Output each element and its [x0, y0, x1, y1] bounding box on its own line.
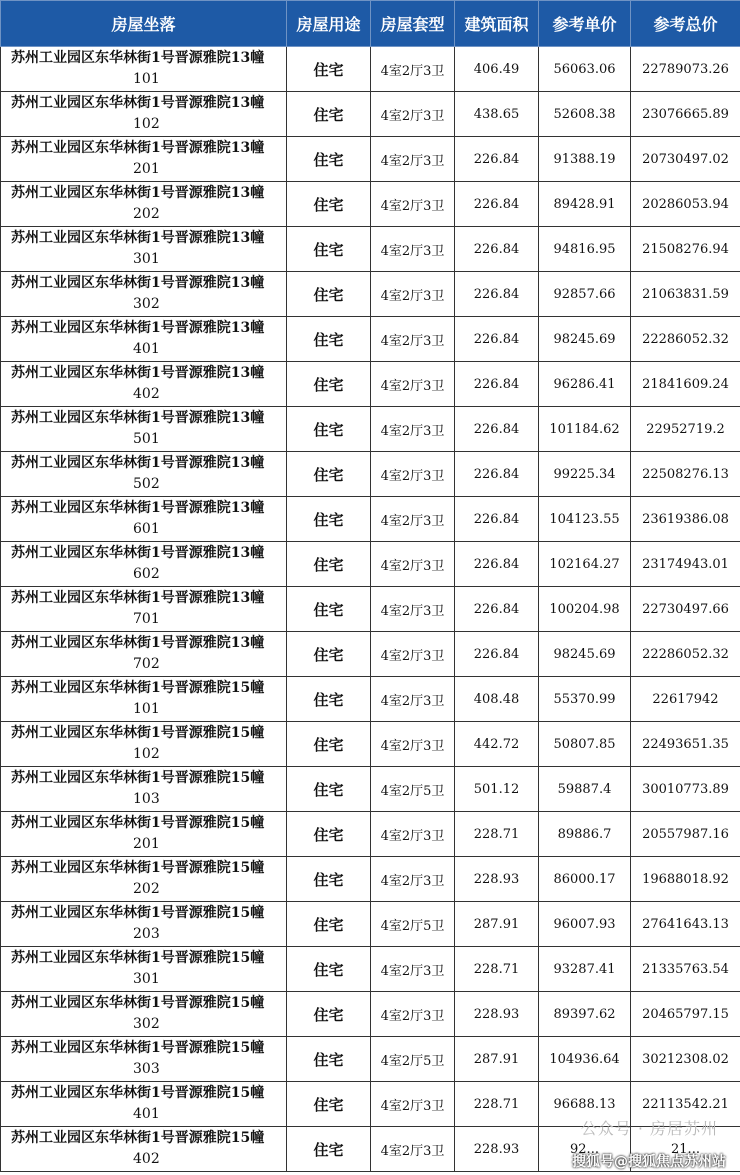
- room-number: 102: [133, 746, 160, 762]
- table-row: [1, 1037, 740, 1082]
- area-cell: 226.84: [455, 632, 539, 677]
- area-cell: 442.72: [455, 722, 539, 767]
- table-row: [1, 362, 740, 407]
- address-text: 苏州工业园区东华林街1号晋源雅院15幢: [11, 680, 265, 696]
- usage-cell: 住宅: [287, 632, 371, 677]
- layout-cell: 4室2厅3卫: [371, 1127, 455, 1172]
- table-row: [1, 812, 740, 857]
- total-price-cell: 22493651.35: [631, 722, 740, 767]
- area-cell: 228.71: [455, 1082, 539, 1127]
- room-number: 402: [133, 386, 160, 402]
- layout-cell: 4室2厅3卫: [371, 47, 455, 92]
- address-text: 苏州工业园区东华林街1号晋源雅院13幢: [11, 590, 265, 606]
- room-number: 101: [133, 71, 160, 87]
- usage-cell: 住宅: [287, 1082, 371, 1127]
- usage-cell: 住宅: [287, 452, 371, 497]
- address-text: 苏州工业园区东华林街1号晋源雅院15幢: [11, 1130, 265, 1146]
- total-price-cell: 21063831.59: [631, 272, 740, 317]
- room-number: 203: [133, 926, 160, 942]
- total-price-cell: 30212308.02: [631, 1037, 740, 1082]
- area-cell: 287.91: [455, 902, 539, 947]
- table-row: [1, 857, 740, 902]
- address-text: 苏州工业园区东华林街1号晋源雅院13幢: [11, 140, 265, 156]
- room-number: 702: [133, 656, 160, 672]
- location-cell: [1, 497, 287, 542]
- location-cell: [1, 722, 287, 767]
- room-number: 303: [133, 1061, 160, 1077]
- total-price-cell: 23174943.01: [631, 542, 740, 587]
- table-row: [1, 767, 740, 812]
- total-price-cell: 21841609.24: [631, 362, 740, 407]
- table-row: [1, 497, 740, 542]
- total-price-cell: 23619386.08: [631, 497, 740, 542]
- location-cell: [1, 317, 287, 362]
- location-cell: [1, 137, 287, 182]
- address-text: 苏州工业园区东华林街1号晋源雅院13幢: [11, 500, 265, 516]
- total-price-cell: 22952719.2: [631, 407, 740, 452]
- address-text: 苏州工业园区东华林街1号晋源雅院15幢: [11, 815, 265, 831]
- location-cell: [1, 857, 287, 902]
- total-price-cell: 20465797.15: [631, 992, 740, 1037]
- room-number: 201: [133, 161, 160, 177]
- area-cell: 226.84: [455, 587, 539, 632]
- total-price-cell: 22286052.32: [631, 632, 740, 677]
- unit-price-cell: 98245.69: [539, 632, 631, 677]
- room-number: 601: [133, 521, 160, 537]
- header-row: [1, 1, 740, 47]
- room-number: 402: [133, 1151, 160, 1167]
- area-cell: 228.93: [455, 857, 539, 902]
- usage-cell: 住宅: [287, 362, 371, 407]
- area-cell: 228.71: [455, 947, 539, 992]
- unit-price-cell: 101184.62: [539, 407, 631, 452]
- room-number: 401: [133, 341, 160, 357]
- table-row: [1, 317, 740, 362]
- table-row: [1, 587, 740, 632]
- table-row: [1, 407, 740, 452]
- room-number: 201: [133, 836, 160, 852]
- total-price-cell: 22113542.21: [631, 1082, 740, 1127]
- area-cell: 438.65: [455, 92, 539, 137]
- room-number: 102: [133, 116, 160, 132]
- table-row: [1, 947, 740, 992]
- usage-cell: 住宅: [287, 857, 371, 902]
- area-cell: 226.84: [455, 542, 539, 587]
- table-row: [1, 272, 740, 317]
- total-price-cell: 21...: [631, 1127, 740, 1172]
- location-cell: [1, 812, 287, 857]
- table-row: [1, 47, 740, 92]
- total-price-cell: 22508276.13: [631, 452, 740, 497]
- layout-cell: 4室2厅3卫: [371, 407, 455, 452]
- usage-cell: 住宅: [287, 1127, 371, 1172]
- layout-cell: 4室2厅5卫: [371, 1037, 455, 1082]
- usage-cell: 住宅: [287, 227, 371, 272]
- usage-cell: 住宅: [287, 677, 371, 722]
- usage-cell: 住宅: [287, 902, 371, 947]
- table-row: [1, 902, 740, 947]
- location-cell: [1, 767, 287, 812]
- area-cell: 226.84: [455, 407, 539, 452]
- room-number: 602: [133, 566, 160, 582]
- room-number: 401: [133, 1106, 160, 1122]
- total-price-cell: 23076665.89: [631, 92, 740, 137]
- address-text: 苏州工业园区东华林街1号晋源雅院13幢: [11, 185, 265, 201]
- unit-price-cell: 52608.38: [539, 92, 631, 137]
- unit-price-cell: 55370.99: [539, 677, 631, 722]
- layout-cell: 4室2厅3卫: [371, 722, 455, 767]
- area-cell: 226.84: [455, 497, 539, 542]
- location-cell: [1, 947, 287, 992]
- watermark-source: 搜狐号@搜狐焦点苏州站: [572, 1154, 726, 1170]
- address-text: 苏州工业园区东华林街1号晋源雅院15幢: [11, 905, 265, 921]
- area-cell: 501.12: [455, 767, 539, 812]
- total-price-cell: 21335763.54: [631, 947, 740, 992]
- unit-price-cell: 102164.27: [539, 542, 631, 587]
- layout-cell: 4室2厅3卫: [371, 362, 455, 407]
- unit-price-cell: 86000.17: [539, 857, 631, 902]
- layout-cell: 4室2厅3卫: [371, 317, 455, 362]
- address-text: 苏州工业园区东华林街1号晋源雅院15幢: [11, 770, 265, 786]
- location-cell: [1, 677, 287, 722]
- header-unit-price: 参考单价: [539, 1, 631, 47]
- unit-price-cell: 104936.64: [539, 1037, 631, 1082]
- address-text: 苏州工业园区东华林街1号晋源雅院13幢: [11, 230, 265, 246]
- room-number: 501: [133, 431, 160, 447]
- room-number: 302: [133, 296, 160, 312]
- layout-cell: 4室2厅3卫: [371, 227, 455, 272]
- room-number: 103: [133, 791, 160, 807]
- table-row: [1, 92, 740, 137]
- total-price-cell: 22789073.26: [631, 47, 740, 92]
- area-cell: 228.93: [455, 1127, 539, 1172]
- total-price-cell: 21508276.94: [631, 227, 740, 272]
- usage-cell: 住宅: [287, 722, 371, 767]
- total-price-cell: 22286052.32: [631, 317, 740, 362]
- area-cell: 226.84: [455, 137, 539, 182]
- unit-price-cell: 93287.41: [539, 947, 631, 992]
- layout-cell: 4室2厅3卫: [371, 632, 455, 677]
- address-text: 苏州工业园区东华林街1号晋源雅院15幢: [11, 1085, 265, 1101]
- layout-cell: 4室2厅3卫: [371, 677, 455, 722]
- location-cell: [1, 272, 287, 317]
- table-row: [1, 452, 740, 497]
- usage-cell: 住宅: [287, 812, 371, 857]
- location-cell: [1, 407, 287, 452]
- unit-price-cell: 94816.95: [539, 227, 631, 272]
- room-number: 302: [133, 1016, 160, 1032]
- watermark: 公众号 · 房居苏州: [580, 1119, 718, 1138]
- room-number: 301: [133, 971, 160, 987]
- layout-cell: 4室2厅5卫: [371, 902, 455, 947]
- layout-cell: 4室2厅3卫: [371, 812, 455, 857]
- layout-cell: 4室2厅3卫: [371, 1082, 455, 1127]
- header-usage: 房屋用途: [287, 1, 371, 47]
- table-body: [1, 47, 740, 1172]
- unit-price-cell: 59887.4: [539, 767, 631, 812]
- area-cell: 228.71: [455, 812, 539, 857]
- location-cell: [1, 587, 287, 632]
- address-text: 苏州工业园区东华林街1号晋源雅院13幢: [11, 635, 265, 651]
- total-price-cell: 20557987.16: [631, 812, 740, 857]
- usage-cell: 住宅: [287, 767, 371, 812]
- address-text: 苏州工业园区东华林街1号晋源雅院13幢: [11, 95, 265, 111]
- usage-cell: 住宅: [287, 947, 371, 992]
- table-row: [1, 632, 740, 677]
- area-cell: 228.93: [455, 992, 539, 1037]
- address-text: 苏州工业园区东华林街1号晋源雅院15幢: [11, 950, 265, 966]
- total-price-cell: 22617942: [631, 677, 740, 722]
- table-row: [1, 137, 740, 182]
- unit-price-cell: 89886.7: [539, 812, 631, 857]
- usage-cell: 住宅: [287, 317, 371, 362]
- layout-cell: 4室2厅3卫: [371, 857, 455, 902]
- address-text: 苏州工业园区东华林街1号晋源雅院15幢: [11, 725, 265, 741]
- usage-cell: 住宅: [287, 992, 371, 1037]
- area-cell: 226.84: [455, 452, 539, 497]
- area-cell: 226.84: [455, 272, 539, 317]
- address-text: 苏州工业园区东华林街1号晋源雅院13幢: [11, 545, 265, 561]
- table-row: [1, 677, 740, 722]
- header-area: 建筑面积: [455, 1, 539, 47]
- location-cell: [1, 227, 287, 272]
- unit-price-cell: 100204.98: [539, 587, 631, 632]
- room-number: 202: [133, 881, 160, 897]
- location-cell: [1, 1037, 287, 1082]
- unit-price-cell: 98245.69: [539, 317, 631, 362]
- usage-cell: 住宅: [287, 182, 371, 227]
- total-price-cell: 19688018.92: [631, 857, 740, 902]
- unit-price-cell: 104123.55: [539, 497, 631, 542]
- location-cell: [1, 1082, 287, 1127]
- layout-cell: 4室2厅3卫: [371, 452, 455, 497]
- layout-cell: 4室2厅3卫: [371, 947, 455, 992]
- area-cell: 406.49: [455, 47, 539, 92]
- unit-price-cell: 56063.06: [539, 47, 631, 92]
- table-row: [1, 992, 740, 1037]
- unit-price-cell: 99225.34: [539, 452, 631, 497]
- unit-price-cell: 92...: [539, 1127, 631, 1172]
- area-cell: 408.48: [455, 677, 539, 722]
- header-layout: 房屋套型: [371, 1, 455, 47]
- total-price-cell: 22730497.66: [631, 587, 740, 632]
- unit-price-cell: 89428.91: [539, 182, 631, 227]
- table-row: [1, 542, 740, 587]
- unit-price-cell: 50807.85: [539, 722, 631, 767]
- table-row: [1, 182, 740, 227]
- location-cell: [1, 542, 287, 587]
- address-text: 苏州工业园区东华林街1号晋源雅院13幢: [11, 50, 265, 66]
- layout-cell: 4室2厅3卫: [371, 992, 455, 1037]
- layout-cell: 4室2厅3卫: [371, 272, 455, 317]
- usage-cell: 住宅: [287, 47, 371, 92]
- layout-cell: 4室2厅3卫: [371, 497, 455, 542]
- total-price-cell: 27641643.13: [631, 902, 740, 947]
- area-cell: 226.84: [455, 362, 539, 407]
- unit-price-cell: 89397.62: [539, 992, 631, 1037]
- unit-price-cell: 96007.93: [539, 902, 631, 947]
- total-price-cell: 30010773.89: [631, 767, 740, 812]
- table-row: [1, 227, 740, 272]
- address-text: 苏州工业园区东华林街1号晋源雅院15幢: [11, 1040, 265, 1056]
- usage-cell: 住宅: [287, 137, 371, 182]
- location-cell: [1, 902, 287, 947]
- usage-cell: 住宅: [287, 497, 371, 542]
- unit-price-cell: 96688.13: [539, 1082, 631, 1127]
- room-number: 502: [133, 476, 160, 492]
- area-cell: 287.91: [455, 1037, 539, 1082]
- room-number: 101: [133, 701, 160, 717]
- unit-price-cell: 91388.19: [539, 137, 631, 182]
- layout-cell: 4室2厅3卫: [371, 542, 455, 587]
- address-text: 苏州工业园区东华林街1号晋源雅院15幢: [11, 995, 265, 1011]
- total-price-cell: 20730497.02: [631, 137, 740, 182]
- location-cell: [1, 47, 287, 92]
- area-cell: 226.84: [455, 227, 539, 272]
- usage-cell: 住宅: [287, 272, 371, 317]
- usage-cell: 住宅: [287, 407, 371, 452]
- address-text: 苏州工业园区东华林街1号晋源雅院13幢: [11, 455, 265, 471]
- location-cell: [1, 92, 287, 137]
- unit-price-cell: 96286.41: [539, 362, 631, 407]
- area-cell: 226.84: [455, 182, 539, 227]
- layout-cell: 4室2厅3卫: [371, 587, 455, 632]
- usage-cell: 住宅: [287, 92, 371, 137]
- usage-cell: 住宅: [287, 1037, 371, 1082]
- address-text: 苏州工业园区东华林街1号晋源雅院13幢: [11, 320, 265, 336]
- layout-cell: 4室2厅3卫: [371, 182, 455, 227]
- address-text: 苏州工业园区东华林街1号晋源雅院13幢: [11, 365, 265, 381]
- address-text: 苏州工业园区东华林街1号晋源雅院13幢: [11, 410, 265, 426]
- location-cell: [1, 632, 287, 677]
- layout-cell: 4室2厅3卫: [371, 92, 455, 137]
- room-number: 301: [133, 251, 160, 267]
- table-row: [1, 722, 740, 767]
- location-cell: [1, 992, 287, 1037]
- address-text: 苏州工业园区东华林街1号晋源雅院13幢: [11, 275, 265, 291]
- location-cell: [1, 362, 287, 407]
- room-number: 701: [133, 611, 160, 627]
- usage-cell: 住宅: [287, 542, 371, 587]
- location-cell: [1, 452, 287, 497]
- header-location: 房屋坐落: [1, 1, 287, 47]
- total-price-cell: 20286053.94: [631, 182, 740, 227]
- area-cell: 226.84: [455, 317, 539, 362]
- layout-cell: 4室2厅5卫: [371, 767, 455, 812]
- room-number: 202: [133, 206, 160, 222]
- unit-price-cell: 92857.66: [539, 272, 631, 317]
- address-text: 苏州工业园区东华林街1号晋源雅院15幢: [11, 860, 265, 876]
- location-cell: [1, 1127, 287, 1172]
- location-cell: [1, 182, 287, 227]
- usage-cell: 住宅: [287, 587, 371, 632]
- layout-cell: 4室2厅3卫: [371, 137, 455, 182]
- header-total-price: 参考总价: [631, 1, 740, 47]
